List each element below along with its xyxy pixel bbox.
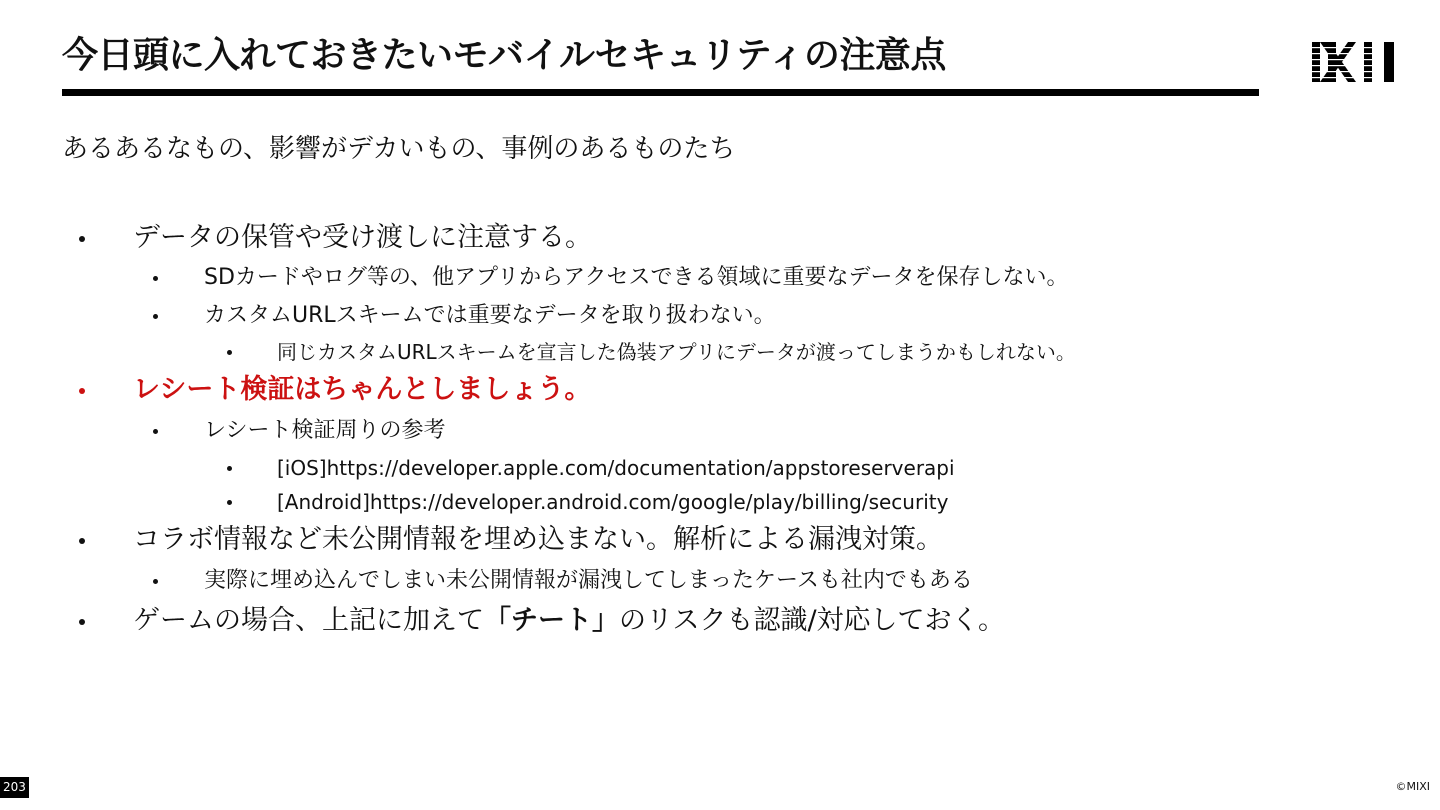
list-item-text-after: のリスクも認識/対応しておく。: [619, 605, 1006, 636]
list-item-link-ios[interactable]: [iOS]https://developer.apple.com/documentation/appstoreserverapi: [277, 456, 955, 480]
list-item-text: 同じカスタムURLスキームを宣言した偽装アプリにデータが渡ってしまうかもしれない。: [277, 340, 1076, 364]
bullet-icon: [79, 619, 85, 625]
list-item-text: カスタムURLスキームでは重要なデータを取り扱わない。: [204, 303, 776, 328]
bullet-icon: [79, 236, 85, 242]
list-item-text: 実際に埋め込んでしまい未公開情報が漏洩してしまったケースも社内でもある: [204, 568, 973, 593]
copyright-notice: ©MIXI: [1395, 780, 1430, 793]
cheat-emphasis: 「チート」: [484, 605, 619, 636]
bullet-icon: [153, 579, 158, 584]
list-item-link-android[interactable]: [Android]https://developer.android.com/google/play/billing/security: [277, 490, 949, 514]
list-item-text: [133, 601, 1005, 641]
slide-subtitle: あるあるなもの、影響がデカいもの、事例のあるものたち: [62, 134, 736, 164]
bullet-icon: [153, 314, 158, 319]
page-number: 203: [0, 777, 29, 798]
list-item-text-before: ゲームの場合、上記に加えて: [133, 605, 484, 636]
list-item-text: データの保管や受け渡しに注意する。: [133, 222, 592, 253]
list-item-text: コラボ情報など未公開情報を埋め込まない。解析による漏洩対策。: [133, 524, 943, 555]
bullet-icon: [227, 466, 232, 471]
bullet-icon: [153, 276, 158, 281]
slide-title: 今日頭に入れておきたいモバイルセキュリティの注意点: [62, 35, 946, 76]
list-item-text: レシート検証周りの参考: [204, 418, 446, 443]
bullet-icon: [153, 429, 158, 434]
bullet-icon: [79, 538, 85, 544]
bullet-icon: [79, 388, 85, 394]
bullet-icon: [227, 350, 232, 355]
bullet-icon: [227, 500, 232, 505]
list-item-text: SDカードやログ等の、他アプリからアクセスできる領域に重要なデータを保存しない。: [204, 265, 1069, 290]
list-item-text: レシート検証はちゃんとしましょう。: [133, 374, 592, 405]
